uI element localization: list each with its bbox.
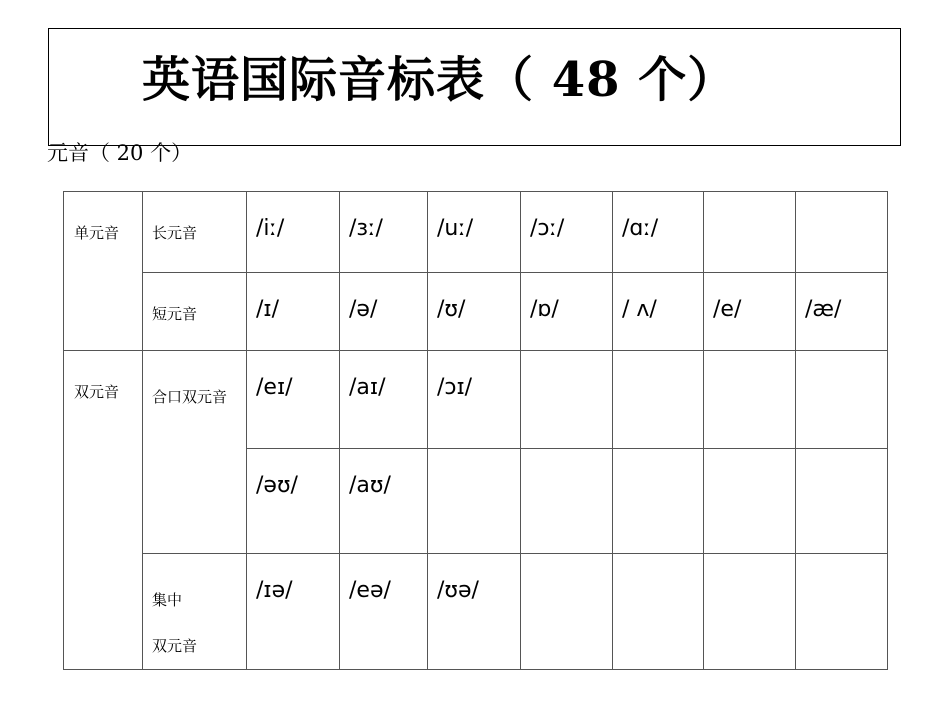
symbol-cell [247, 554, 340, 670]
phonetic-symbol: /iː/ [256, 216, 285, 241]
symbol-cell [247, 351, 340, 449]
symbol-cell [247, 192, 340, 273]
phonetic-symbol: /əʊ/ [256, 473, 298, 498]
symbol-cell [247, 273, 340, 351]
phonetic-symbol: / ʌ/ [622, 297, 657, 322]
symbol-cell [521, 192, 613, 273]
symbol-cell [428, 351, 521, 449]
phonetic-symbol: /ɪə/ [256, 578, 293, 603]
symbol-cell [247, 449, 340, 554]
phonetic-symbol: /ə/ [349, 297, 378, 322]
symbol-cell [796, 273, 888, 351]
symbol-cell [340, 273, 428, 351]
empty-cell [796, 449, 888, 554]
empty-cell [796, 192, 888, 273]
subcategory-cell [143, 554, 247, 670]
phonetic-symbol: /ɔɪ/ [437, 375, 473, 400]
phonetic-symbol: /ɜː/ [349, 216, 383, 241]
category-label: 单元音 [74, 224, 120, 242]
subcategory-label: 短元音 [152, 305, 198, 323]
phonetic-symbol: /ɑː/ [622, 216, 659, 241]
empty-cell [613, 554, 704, 670]
symbol-cell [340, 351, 428, 449]
phonetic-symbol: /ʊ/ [437, 297, 466, 322]
subcategory-cell [143, 273, 247, 351]
symbol-cell [340, 554, 428, 670]
phonetic-symbol: /ɔː/ [530, 216, 565, 241]
subcategory-cell [143, 351, 247, 554]
table-row [64, 192, 888, 273]
symbol-cell [521, 273, 613, 351]
subcategory-cell [143, 192, 247, 273]
phonetic-symbol: /uː/ [437, 216, 474, 241]
empty-cell [521, 449, 613, 554]
subcategory-label: 长元音 [152, 224, 198, 242]
symbol-cell [428, 273, 521, 351]
phonetic-symbol: /eɪ/ [256, 375, 293, 400]
phonetic-symbol: /ɒ/ [530, 297, 559, 322]
table-row [64, 273, 888, 351]
phonetic-symbol: /aʊ/ [349, 473, 391, 498]
empty-cell [704, 192, 796, 273]
subcategory-label-line: 集中 [152, 591, 183, 609]
phonetic-symbol: /ɪ/ [256, 297, 279, 322]
symbol-cell [613, 192, 704, 273]
symbol-cell [613, 273, 704, 351]
table-row [64, 554, 888, 670]
symbol-cell [704, 273, 796, 351]
symbol-cell [340, 192, 428, 273]
phonetic-symbol: /e/ [713, 297, 742, 322]
phonetic-symbol: /æ/ [805, 297, 842, 322]
symbol-cell [428, 554, 521, 670]
subcategory-label: 合口双元音 [152, 388, 228, 406]
empty-cell [428, 449, 521, 554]
phonetic-symbol: /aɪ/ [349, 375, 386, 400]
symbol-cell [428, 192, 521, 273]
empty-cell [704, 554, 796, 670]
subcategory-label-line: 双元音 [152, 637, 198, 655]
page-title: 英语国际音标表（ 48 个） [142, 52, 737, 108]
empty-cell [796, 351, 888, 449]
phonetic-symbol: /eə/ [349, 578, 391, 603]
subcategory-label [143, 554, 246, 669]
empty-cell [521, 554, 613, 670]
category-cell [64, 351, 143, 670]
phonetic-symbol: /ʊə/ [437, 578, 479, 603]
empty-cell [613, 449, 704, 554]
title-box [48, 28, 901, 146]
table-row [64, 351, 888, 449]
empty-cell [796, 554, 888, 670]
phonetic-table [63, 191, 888, 670]
section-heading: 元音（ 20 个） [47, 141, 193, 165]
category-label: 双元音 [74, 383, 120, 401]
empty-cell [521, 351, 613, 449]
empty-cell [704, 449, 796, 554]
empty-cell [704, 351, 796, 449]
empty-cell [613, 351, 704, 449]
symbol-cell [340, 449, 428, 554]
category-cell [64, 192, 143, 351]
